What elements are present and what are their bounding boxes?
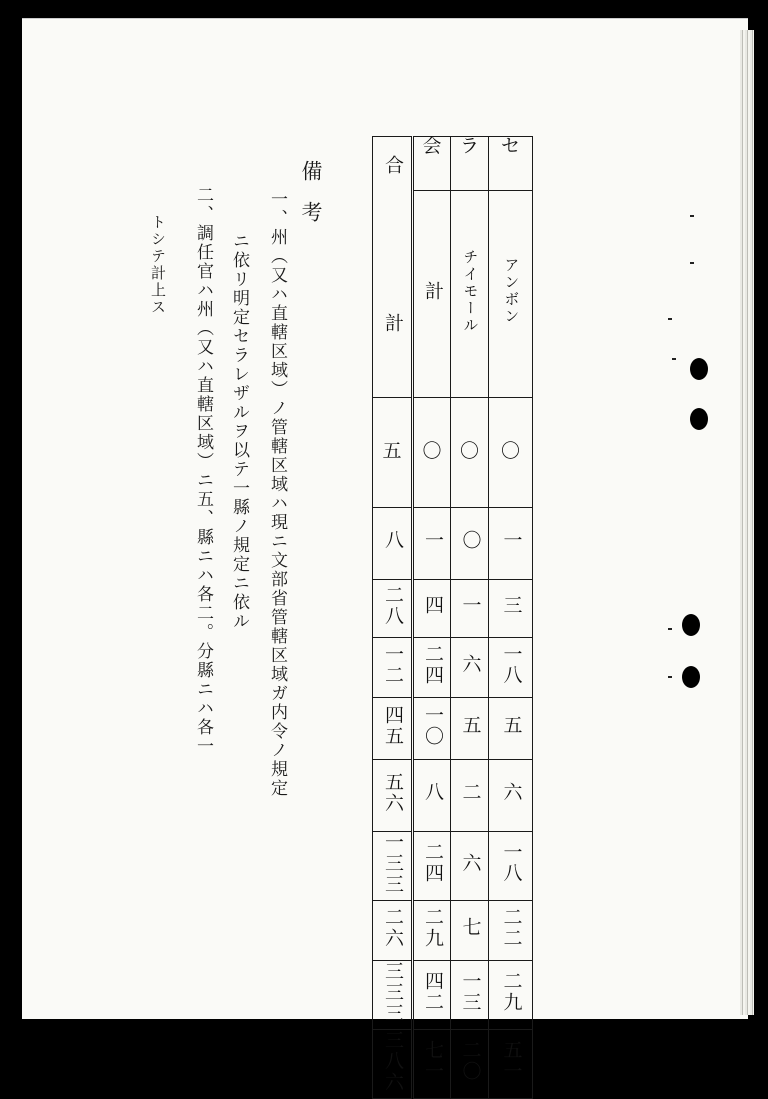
cell-timor: 六 (451, 831, 489, 900)
cell-amboina: 〇 (489, 397, 533, 507)
cell-subtotal: 一 (413, 507, 451, 579)
cell-subtotal: 〇 (413, 397, 451, 507)
cell-subtotal: 四二 (413, 960, 451, 1029)
table-top-label-row (373, 137, 533, 191)
header-timor: チイモール (451, 190, 489, 397)
stacked-page-edges (740, 30, 754, 1015)
cell-amboina: 一 (489, 507, 533, 579)
cell-timor: 二 (451, 759, 489, 831)
table-row (373, 397, 533, 507)
cell-timor: 〇 (451, 507, 489, 579)
top-label-se: セ (489, 137, 533, 191)
cell-total: 五六 (373, 759, 413, 831)
remarks-item-2-line-2: トシテ計上ス (149, 214, 167, 316)
cell-subtotal: 一〇 (413, 697, 451, 759)
table-row (373, 697, 533, 759)
cell-timor: 七 (451, 900, 489, 960)
remarks-heading: 備考 (299, 160, 323, 242)
cell-amboina: 二九 (489, 960, 533, 1029)
cell-timor: 六 (451, 637, 489, 697)
table-row (373, 507, 533, 579)
cell-timor: 一 (451, 579, 489, 637)
cell-total: 三三三 (373, 960, 413, 1029)
cell-total: 二六 (373, 900, 413, 960)
cell-timor: 二〇 (451, 1029, 489, 1098)
remarks-item-1-line-2: ニ依リ明定セラレザルヲ以テ一縣ノ規定ニ依ル (229, 232, 249, 631)
cell-total: 一二 (373, 637, 413, 697)
header-amboina: アンボン (489, 190, 533, 397)
punch-hole (690, 408, 708, 430)
margin-mark (690, 262, 694, 264)
remarks-item-1-line-1: 一、州（又ハ直轄区域）ノ管轄区域ハ現ニ文部省管轄区域ガ内令ノ規定 (267, 190, 287, 798)
cell-amboina: 五 (489, 697, 533, 759)
top-label-ra: ラ (451, 137, 489, 191)
remarks-item-2-line-1: 二、調任官ハ州（又ハ直轄区域）ニ五、縣ニハ各二。分縣ニハ各一 (193, 186, 213, 756)
cell-amboina: 一八 (489, 831, 533, 900)
cell-total: 五 (373, 397, 413, 507)
cell-timor: 五 (451, 697, 489, 759)
table-row (373, 900, 533, 960)
cell-subtotal: 二四 (413, 831, 451, 900)
cell-total: 一三三 (373, 831, 413, 900)
cell-amboina: 六 (489, 759, 533, 831)
punch-hole (682, 666, 700, 688)
cell-amboina: 五一 (489, 1029, 533, 1098)
margin-mark (672, 358, 676, 360)
cell-subtotal: 二四 (413, 637, 451, 697)
cell-total: 四五 (373, 697, 413, 759)
cell-total: 二八 (373, 579, 413, 637)
cell-subtotal: 二九 (413, 900, 451, 960)
cell-amboina: 二二 (489, 900, 533, 960)
punch-hole (690, 358, 708, 380)
statistics-table (372, 136, 533, 1099)
margin-mark (668, 318, 672, 320)
table-row (373, 759, 533, 831)
cell-amboina: 三 (489, 579, 533, 637)
table-row (373, 579, 533, 637)
cell-subtotal: 七一 (413, 1029, 451, 1098)
cell-total: 三八六 (373, 1029, 413, 1098)
top-label-kai: 会 (413, 137, 451, 191)
header-subtotal: 計 (413, 190, 451, 397)
cell-subtotal: 四 (413, 579, 451, 637)
cell-subtotal: 八 (413, 759, 451, 831)
margin-mark (668, 676, 672, 678)
cell-timor: 〇 (451, 397, 489, 507)
margin-mark (690, 215, 694, 217)
header-total: 合 計 (373, 137, 413, 398)
cell-total: 八 (373, 507, 413, 579)
margin-mark (668, 628, 672, 630)
table-row (373, 1029, 533, 1098)
cell-amboina: 一八 (489, 637, 533, 697)
table-row (373, 960, 533, 1029)
table-row (373, 637, 533, 697)
cell-timor: 一三 (451, 960, 489, 1029)
table-row (373, 831, 533, 900)
punch-hole (682, 614, 700, 636)
